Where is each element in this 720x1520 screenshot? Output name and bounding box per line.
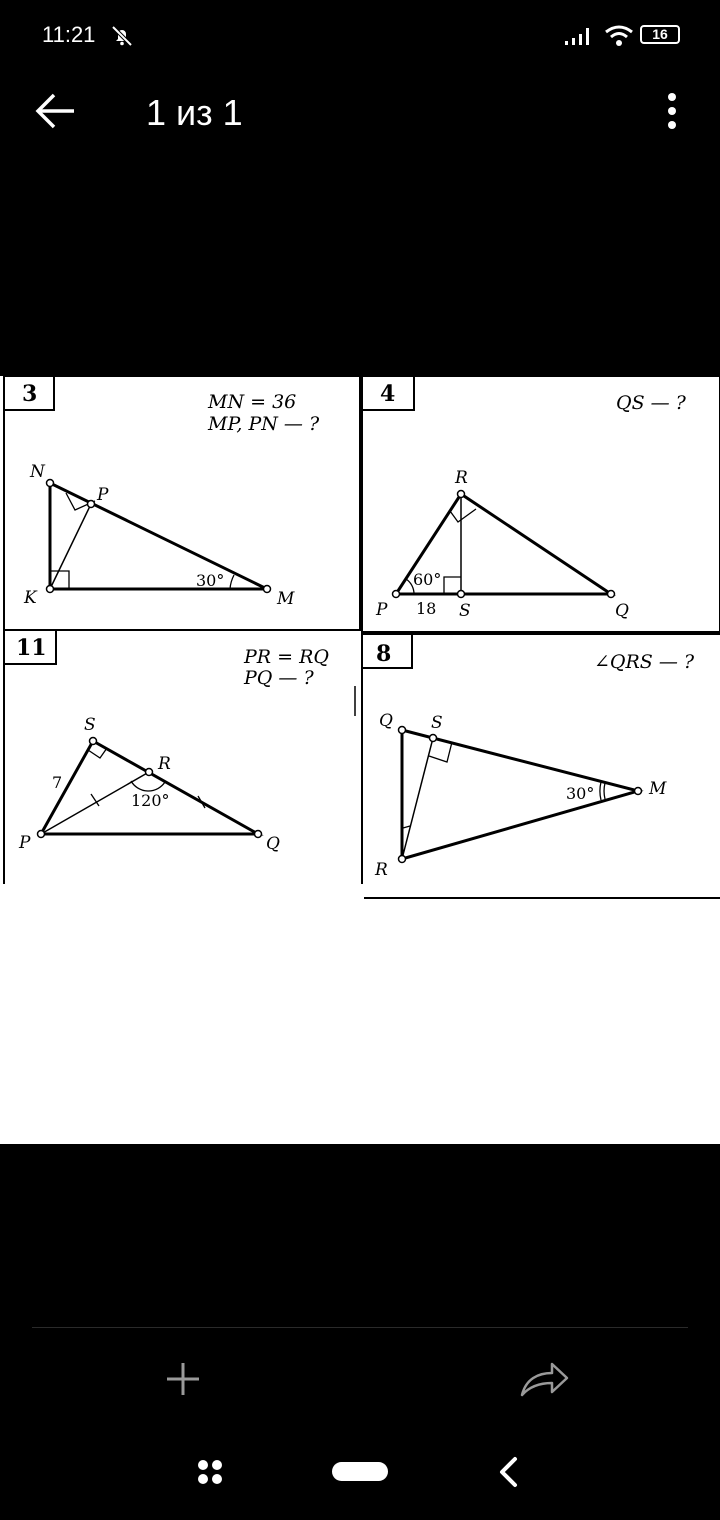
home-pill-icon[interactable] (332, 1462, 388, 1481)
vertex-label: P (376, 600, 388, 620)
vertex-label: P (19, 833, 31, 853)
more-vertical-icon[interactable] (662, 92, 682, 132)
back-chevron-icon[interactable] (497, 1456, 519, 1488)
given-line: MP, PN — ? (208, 413, 320, 435)
vertex-label: N (30, 462, 45, 482)
problems-sheet (0, 376, 720, 1144)
vertex-label: Q (379, 711, 393, 731)
vertex-label: R (375, 860, 388, 880)
app-bar (0, 72, 720, 152)
angle-label: 60° (413, 570, 442, 589)
angle-label: 30° (196, 571, 225, 590)
bottom-divider (32, 1327, 688, 1328)
problem-number: 4 (380, 381, 396, 407)
vertex-label: P (97, 485, 109, 505)
vertex-label: M (277, 589, 295, 609)
problem-11 (4, 630, 360, 884)
problem-8 (362, 634, 720, 898)
problem-number: 11 (16, 635, 47, 661)
side-label: 18 (416, 599, 437, 618)
vertex-label: R (455, 468, 468, 488)
angle-label: 120° (131, 791, 170, 810)
battery-icon (640, 25, 680, 44)
share-icon[interactable] (520, 1361, 570, 1397)
vertex-label: Q (615, 601, 629, 621)
vertex-label: R (158, 754, 171, 774)
wifi-icon (604, 24, 634, 48)
vertex-label: S (431, 713, 443, 733)
problem-3 (4, 376, 360, 630)
angle-label: 30° (566, 784, 595, 803)
problem-number: 8 (376, 641, 392, 667)
problem-number: 3 (22, 381, 38, 407)
given-line: PR = RQ (244, 646, 329, 668)
status-bar (0, 0, 720, 72)
document-image[interactable] (0, 376, 720, 1144)
arrow-left-icon[interactable] (34, 91, 78, 131)
given-line: QS — ? (616, 392, 686, 414)
given-line: PQ — ? (244, 667, 314, 689)
given-line: MN = 36 (208, 391, 297, 413)
status-time: 11:21 (42, 22, 96, 47)
recent-apps-icon[interactable] (197, 1459, 223, 1485)
vertex-label: Q (266, 834, 280, 854)
plus-icon[interactable] (165, 1361, 201, 1397)
vertex-label: K (24, 588, 37, 608)
vertex-label: S (459, 601, 471, 621)
given-line: ∠QRS — ? (594, 651, 695, 673)
page-title: 1 из 1 (146, 92, 243, 133)
dnd-off-icon (110, 24, 134, 48)
signal-icon (564, 26, 594, 46)
vertex-label: M (649, 779, 667, 799)
side-label: 7 (52, 773, 63, 792)
problem-4 (362, 376, 720, 632)
vertex-label: S (84, 715, 96, 735)
battery-level: 16 (652, 26, 668, 42)
